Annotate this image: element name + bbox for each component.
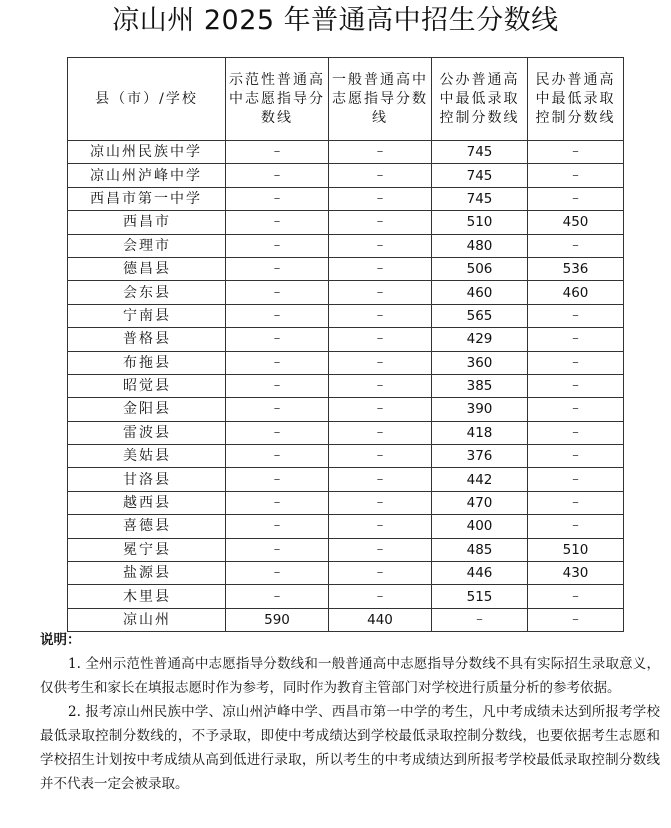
table-row — [68, 491, 624, 514]
minban-cell: – — [528, 141, 624, 164]
county-school-name-cell: 德昌县 — [68, 257, 226, 280]
table-row — [68, 211, 624, 234]
shifan-cell: – — [226, 328, 329, 351]
shifan-cell: – — [226, 164, 329, 187]
county-school-name-cell: 会理市 — [68, 234, 226, 257]
minban-cell: – — [528, 187, 624, 210]
gongban-cell: 360 — [432, 351, 528, 374]
table-row — [68, 257, 624, 280]
gongban-cell: 385 — [432, 374, 528, 397]
minban-cell: – — [528, 421, 624, 444]
yiban-cell: – — [329, 234, 432, 257]
county-school-name-cell: 会东县 — [68, 281, 226, 304]
note-item-2: 2. 报考凉山州民族中学、凉山州泸峰中学、西昌市第一中学的考生，凡中考成绩未达到所报考学校最低录取控制分数线的，不予录取，即使中考成绩达到学校最低录取控制分数线，也要依据考生志愿和学校招生计划按中考成绩从高到低进行录取，所以考生的中考成绩达到所报考学校最低录取控制分数线并不代表一定会被录取。 — [40, 704, 660, 792]
minban-cell: – — [528, 351, 624, 374]
yiban-cell: – — [329, 164, 432, 187]
table-row — [68, 374, 624, 397]
table-row — [68, 468, 624, 491]
county-school-name-cell: 喜德县 — [68, 515, 226, 538]
table-row — [68, 515, 624, 538]
yiban-cell: – — [329, 304, 432, 327]
shifan-cell: – — [226, 234, 329, 257]
minban-cell: – — [528, 468, 624, 491]
minban-cell: – — [528, 234, 624, 257]
table-row — [68, 164, 624, 187]
yiban-cell: – — [329, 585, 432, 608]
shifan-cell: – — [226, 538, 329, 561]
gongban-cell: 745 — [432, 187, 528, 210]
header-county-school: 县（市）/学校 — [68, 58, 226, 141]
minban-cell: – — [528, 328, 624, 351]
county-school-name-cell: 木里县 — [68, 585, 226, 608]
table-row — [68, 281, 624, 304]
shifan-cell: – — [226, 562, 329, 585]
shifan-cell: – — [226, 281, 329, 304]
header-shifan-line: 示范性普通高中志愿指导分数线 — [226, 58, 329, 141]
shifan-cell: – — [226, 141, 329, 164]
gongban-cell: 480 — [432, 234, 528, 257]
minban-cell: 460 — [528, 281, 624, 304]
shifan-cell: – — [226, 304, 329, 327]
county-school-name-cell: 普格县 — [68, 328, 226, 351]
minban-cell: – — [528, 515, 624, 538]
county-school-name-cell: 雷波县 — [68, 421, 226, 444]
table-row — [68, 562, 624, 585]
county-school-name-cell: 越西县 — [68, 491, 226, 514]
county-school-name-cell: 西昌市 — [68, 211, 226, 234]
county-school-name-cell: 凉山州 — [68, 608, 226, 631]
table-row — [68, 234, 624, 257]
minban-cell: – — [528, 304, 624, 327]
yiban-cell: – — [329, 445, 432, 468]
yiban-cell: – — [329, 374, 432, 397]
table-row — [68, 304, 624, 327]
gongban-cell: 745 — [432, 164, 528, 187]
table-row — [68, 445, 624, 468]
table-header-row — [68, 58, 624, 141]
gongban-cell: 446 — [432, 562, 528, 585]
minban-cell: – — [528, 608, 624, 631]
gongban-cell: 429 — [432, 328, 528, 351]
minban-cell: – — [528, 374, 624, 397]
county-school-name-cell: 西昌市第一中学 — [68, 187, 226, 210]
notes-label: 说明： — [40, 632, 81, 648]
gongban-cell: – — [432, 608, 528, 631]
shifan-cell: – — [226, 515, 329, 538]
gongban-cell: 376 — [432, 445, 528, 468]
yiban-cell: – — [329, 538, 432, 561]
score-table — [67, 57, 624, 632]
header-gongban-line: 公办普通高中最低录取控制分数线 — [432, 58, 528, 141]
yiban-cell: – — [329, 211, 432, 234]
yiban-cell: – — [329, 515, 432, 538]
shifan-cell: – — [226, 257, 329, 280]
shifan-cell: – — [226, 187, 329, 210]
yiban-cell: 440 — [329, 608, 432, 631]
table-body — [68, 141, 624, 632]
minban-cell: – — [528, 164, 624, 187]
county-school-name-cell: 盐源县 — [68, 562, 226, 585]
yiban-cell: – — [329, 468, 432, 491]
gongban-cell: 565 — [432, 304, 528, 327]
yiban-cell: – — [329, 141, 432, 164]
county-school-name-cell: 甘洛县 — [68, 468, 226, 491]
gongban-cell: 400 — [432, 515, 528, 538]
shifan-cell: – — [226, 421, 329, 444]
header-yiban-line: 一般普通高中志愿指导分数线 — [329, 58, 432, 141]
minban-cell: 450 — [528, 211, 624, 234]
notes-section — [40, 628, 660, 796]
shifan-cell: 590 — [226, 608, 329, 631]
table-row — [68, 351, 624, 374]
table-row — [68, 421, 624, 444]
minban-cell: 430 — [528, 562, 624, 585]
yiban-cell: – — [329, 398, 432, 421]
county-school-name-cell: 凉山州民族中学 — [68, 141, 226, 164]
gongban-cell: 485 — [432, 538, 528, 561]
gongban-cell: 418 — [432, 421, 528, 444]
gongban-cell: 460 — [432, 281, 528, 304]
yiban-cell: – — [329, 281, 432, 304]
gongban-cell: 506 — [432, 257, 528, 280]
yiban-cell: – — [329, 257, 432, 280]
gongban-cell: 510 — [432, 211, 528, 234]
yiban-cell: – — [329, 562, 432, 585]
table-row — [68, 141, 624, 164]
yiban-cell: – — [329, 421, 432, 444]
page-title: 凉山州 2025 年普通高中招生分数线 — [112, 5, 559, 36]
shifan-cell: – — [226, 445, 329, 468]
county-school-name-cell: 昭觉县 — [68, 374, 226, 397]
shifan-cell: – — [226, 468, 329, 491]
county-school-name-cell: 宁南县 — [68, 304, 226, 327]
shifan-cell: – — [226, 491, 329, 514]
table-row — [68, 585, 624, 608]
gongban-cell: 745 — [432, 141, 528, 164]
county-school-name-cell: 冕宁县 — [68, 538, 226, 561]
county-school-name-cell: 美姑县 — [68, 445, 226, 468]
shifan-cell: – — [226, 351, 329, 374]
minban-cell: – — [528, 585, 624, 608]
shifan-cell: – — [226, 211, 329, 234]
gongban-cell: 470 — [432, 491, 528, 514]
minban-cell: 536 — [528, 257, 624, 280]
minban-cell: – — [528, 445, 624, 468]
county-school-name-cell: 凉山州泸峰中学 — [68, 164, 226, 187]
minban-cell: 510 — [528, 538, 624, 561]
shifan-cell: – — [226, 398, 329, 421]
county-school-name-cell: 金阳县 — [68, 398, 226, 421]
gongban-cell: 442 — [432, 468, 528, 491]
table-row — [68, 328, 624, 351]
yiban-cell: – — [329, 187, 432, 210]
county-school-name-cell: 布拖县 — [68, 351, 226, 374]
note-item-1: 1. 全州示范性普通高中志愿指导分数线和一般普通高中志愿指导分数线不具有实际招生录取意义，仅供考生和家长在填报志愿时作为参考，同时作为教育主管部门对学校进行质量分析的参考依据。 — [40, 656, 660, 696]
table-row — [68, 398, 624, 421]
shifan-cell: – — [226, 585, 329, 608]
shifan-cell: – — [226, 374, 329, 397]
table-row — [68, 187, 624, 210]
gongban-cell: 390 — [432, 398, 528, 421]
minban-cell: – — [528, 398, 624, 421]
table-row — [68, 538, 624, 561]
yiban-cell: – — [329, 328, 432, 351]
yiban-cell: – — [329, 351, 432, 374]
gongban-cell: 515 — [432, 585, 528, 608]
yiban-cell: – — [329, 491, 432, 514]
minban-cell: – — [528, 491, 624, 514]
header-minban-line: 民办普通高中最低录取控制分数线 — [528, 58, 624, 141]
